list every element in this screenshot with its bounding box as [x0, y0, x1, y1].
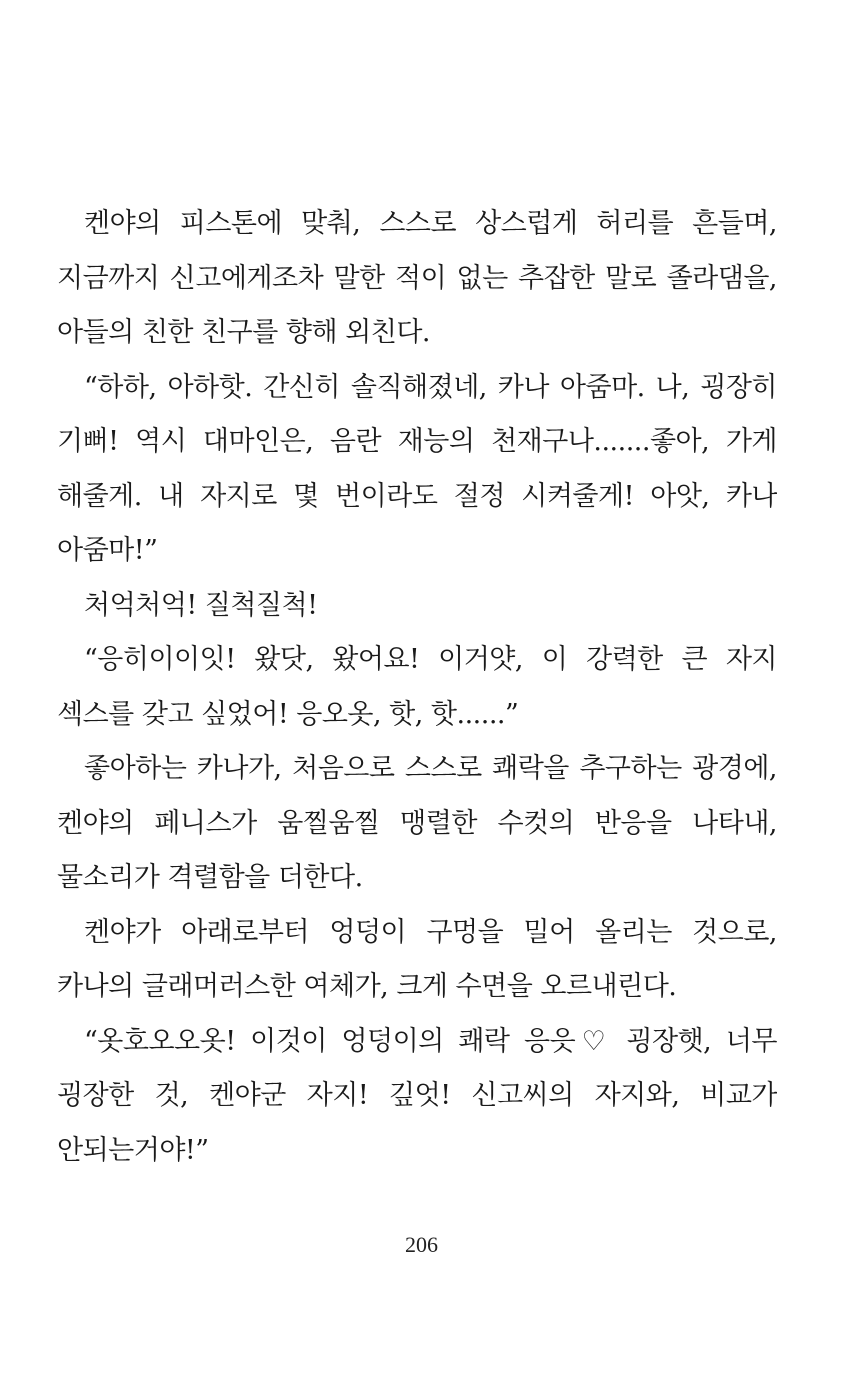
text-line: “응히이이잇! 왔닷, 왔어요! 이거얏, 이 강력한 큰 자지	[84, 644, 777, 675]
text-line: 섹스를 갖고 싶었어! 응오옷, 핫, 핫......”	[57, 698, 519, 730]
paragraph-2	[57, 361, 777, 579]
paragraph-7	[57, 1015, 777, 1179]
text-line: “하하, 아하핫. 간신히 솔직해졌네, 카나 아줌마. 나, 굉장히	[84, 371, 777, 403]
text-line: 굉장한 것, 켄야군 자지! 깊엇! 신고씨의 자지와, 비교가	[57, 1080, 777, 1111]
text-line: 카나의 글래머러스한 여체가, 크게 수면을 오르내린다.	[57, 971, 677, 1002]
text-line: 물소리가 격렬함을 더한다.	[57, 862, 363, 893]
paragraph-4	[57, 633, 777, 742]
text-line: “옷호오오옷! 이것이 엉덩이의 쾌락 응읏♡ 굉장햇, 너무	[84, 1025, 777, 1057]
text-body	[57, 197, 777, 1178]
text-line: 켄야의 피스톤에 맞춰, 스스로 상스럽게 허리를 흔들며,	[84, 208, 777, 239]
text-line: 지금까지 신고에게조차 말한 적이 없는 추잡한 말로 졸라댐을,	[57, 262, 777, 294]
text-line: 켄야가 아래로부터 엉덩이 구멍을 밀어 올리는 것으로,	[84, 916, 777, 948]
text-line: 처억처억! 질척질척!	[84, 589, 318, 621]
paragraph-6	[57, 906, 777, 1015]
text-line: 좋아하는 카나가, 처음으로 스스로 쾌락을 추구하는 광경에,	[84, 753, 777, 784]
text-line: 아들의 친한 친구를 향해 외친다.	[57, 317, 430, 348]
paragraph-3	[57, 579, 777, 634]
text-line: 기뻐! 역시 대마인은, 음란 재능의 천재구나.......좋아, 가게	[57, 426, 777, 457]
text-line: 안되는거야!”	[57, 1134, 209, 1166]
paragraph-1	[57, 197, 777, 361]
text-line: 해줄게. 내 자지로 몇 번이라도 절정 시켜줄게! 아앗, 카나	[57, 480, 777, 512]
paragraph-5	[57, 742, 777, 906]
page-number: 206	[405, 1232, 438, 1257]
text-line: 아줌마!”	[57, 535, 158, 566]
text-line: 켄야의 페니스가 움찔움찔 맹렬한 수컷의 반응을 나타내,	[57, 807, 777, 839]
